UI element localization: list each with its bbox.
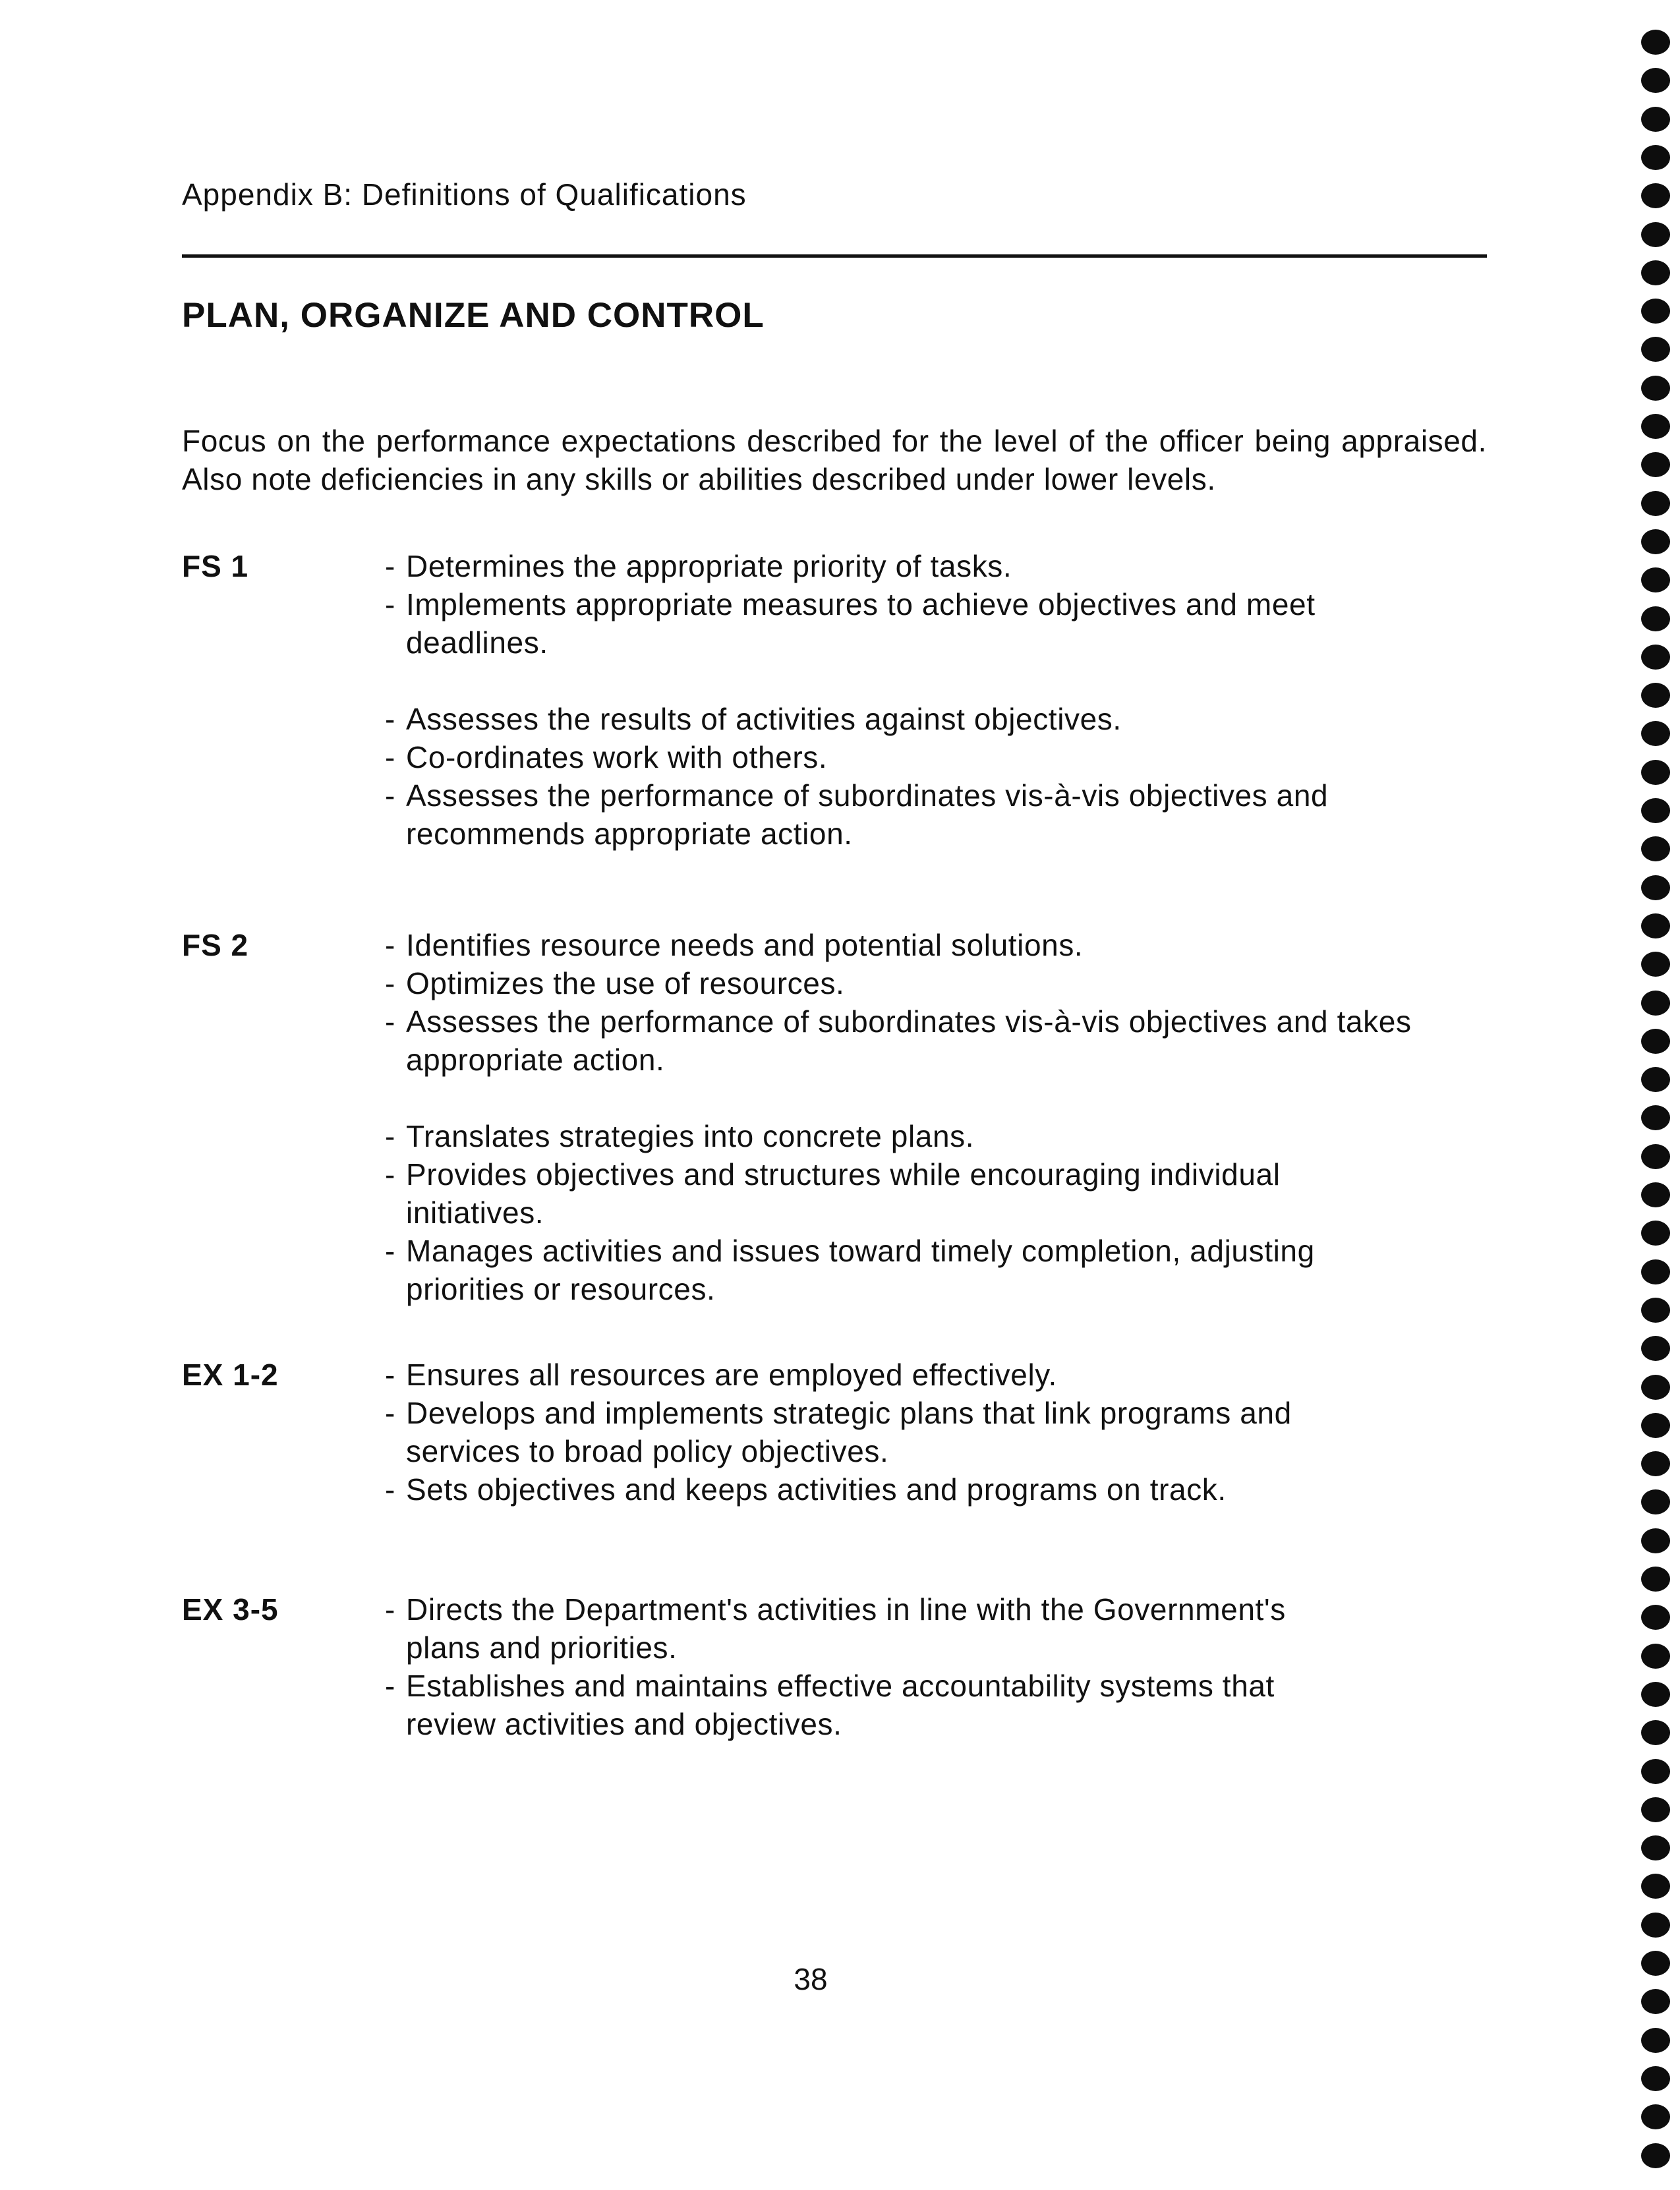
binding-hole — [1641, 2143, 1670, 2168]
binding-hole — [1641, 913, 1670, 938]
binding-hole — [1641, 1605, 1670, 1630]
binding-hole — [1641, 452, 1670, 477]
binding-hole — [1641, 1874, 1670, 1899]
item-group — [380, 1117, 1329, 1308]
binding-hole — [1641, 1067, 1670, 1092]
binding-hole — [1641, 1528, 1670, 1553]
level-code: FS 1 — [182, 549, 249, 583]
list-item: - Implements appropriate measures to achieve objectives and meet deadlines. — [380, 585, 1329, 662]
binding-hole — [1641, 798, 1670, 823]
binding-hole — [1641, 1951, 1670, 1976]
list-item: - Establishes and maintains effective accountability systems that review activities and objectives. — [380, 1667, 1329, 1743]
binding-hole — [1641, 1105, 1670, 1130]
binding-hole — [1641, 414, 1670, 439]
list-item: - Assesses the results of activities against objectives. — [380, 700, 1461, 738]
list-item: - Assesses the performance of subordinates vis-à-vis objectives and recommends appropriate action. — [380, 776, 1461, 853]
binding-hole — [1641, 1259, 1670, 1284]
item-group — [380, 1590, 1329, 1743]
binding-hole — [1641, 1567, 1670, 1592]
binding-hole — [1641, 721, 1670, 746]
binding-hole — [1641, 30, 1670, 55]
intro-paragraph: Focus on the performance expectations described for the level of the officer being appraised. Also note deficiencies in any skills or abilities described under lower levels. — [182, 424, 1487, 496]
item-group — [380, 547, 1329, 662]
list-item: - Co-ordinates work with others. — [380, 738, 1461, 776]
binding-hole — [1641, 1298, 1670, 1323]
binding-hole — [1641, 183, 1670, 208]
spiral-binding — [1641, 30, 1671, 2190]
binding-hole — [1641, 1682, 1670, 1707]
binding-hole — [1641, 1759, 1670, 1784]
binding-hole — [1641, 2104, 1670, 2129]
binding-hole — [1641, 836, 1670, 861]
binding-hole — [1641, 2066, 1670, 2091]
binding-hole — [1641, 299, 1670, 324]
binding-hole — [1641, 1182, 1670, 1207]
running-head: Appendix B: Definitions of Qualifications — [182, 177, 747, 212]
binding-hole — [1641, 1720, 1670, 1745]
list-item: - Determines the appropriate priority of tasks. — [380, 547, 1329, 585]
binding-hole — [1641, 376, 1670, 401]
list-item: - Develops and implements strategic plans that link programs and services to broad policy objectives. — [380, 1394, 1395, 1470]
level-code: EX 1-2 — [182, 1358, 279, 1392]
list-item: - Identifies resource needs and potential solutions. — [380, 926, 1461, 964]
list-item: - Provides objectives and structures while encouraging individual initiatives. — [380, 1155, 1329, 1232]
header-rule — [182, 254, 1487, 258]
binding-hole — [1641, 683, 1670, 708]
level-items — [380, 547, 1329, 853]
binding-hole — [1641, 1913, 1670, 1938]
page-number: 38 — [794, 1962, 828, 1996]
list-item: - Directs the Department's activities in line with the Government's plans and priorities. — [380, 1590, 1329, 1667]
level-items — [380, 1356, 1395, 1509]
binding-hole — [1641, 260, 1670, 285]
binding-hole — [1641, 1489, 1670, 1514]
level-items — [380, 1590, 1329, 1743]
item-group — [380, 1356, 1395, 1509]
binding-hole — [1641, 68, 1670, 93]
binding-hole — [1641, 1375, 1670, 1400]
list-item: - Translates strategies into concrete plans. — [380, 1117, 1329, 1155]
binding-hole — [1641, 222, 1670, 247]
binding-hole — [1641, 875, 1670, 900]
binding-hole — [1641, 337, 1670, 362]
binding-hole — [1641, 1413, 1670, 1438]
binding-hole — [1641, 1144, 1670, 1169]
level-code: EX 3-5 — [182, 1592, 279, 1627]
list-item: - Manages activities and issues toward timely completion, adjusting priorities or resources. — [380, 1232, 1329, 1308]
binding-hole — [1641, 991, 1670, 1016]
level-code: FS 2 — [182, 928, 249, 962]
list-item: - Ensures all resources are employed effectively. — [380, 1356, 1395, 1394]
binding-hole — [1641, 645, 1670, 670]
binding-hole — [1641, 1989, 1670, 2014]
binding-hole — [1641, 491, 1670, 516]
list-item: - Sets objectives and keeps activities and programs on track. — [380, 1470, 1395, 1509]
binding-hole — [1641, 1797, 1670, 1822]
binding-hole — [1641, 1451, 1670, 1476]
binding-hole — [1641, 529, 1670, 554]
binding-hole — [1641, 1029, 1670, 1054]
binding-hole — [1641, 145, 1670, 170]
list-item: - Optimizes the use of resources. — [380, 964, 1461, 1002]
item-group — [380, 700, 1461, 853]
section-title: PLAN, ORGANIZE AND CONTROL — [182, 296, 765, 335]
item-group — [380, 926, 1461, 1079]
binding-hole — [1641, 606, 1670, 631]
binding-hole — [1641, 1835, 1670, 1860]
binding-hole — [1641, 760, 1670, 785]
binding-hole — [1641, 1336, 1670, 1361]
binding-hole — [1641, 107, 1670, 132]
binding-hole — [1641, 1221, 1670, 1246]
binding-hole — [1641, 952, 1670, 977]
level-items — [380, 926, 1461, 1308]
binding-hole — [1641, 567, 1670, 592]
binding-hole — [1641, 1644, 1670, 1669]
binding-hole — [1641, 2028, 1670, 2053]
list-item: - Assesses the performance of subordinates vis-à-vis objectives and takes appropriate action. — [380, 1002, 1461, 1079]
